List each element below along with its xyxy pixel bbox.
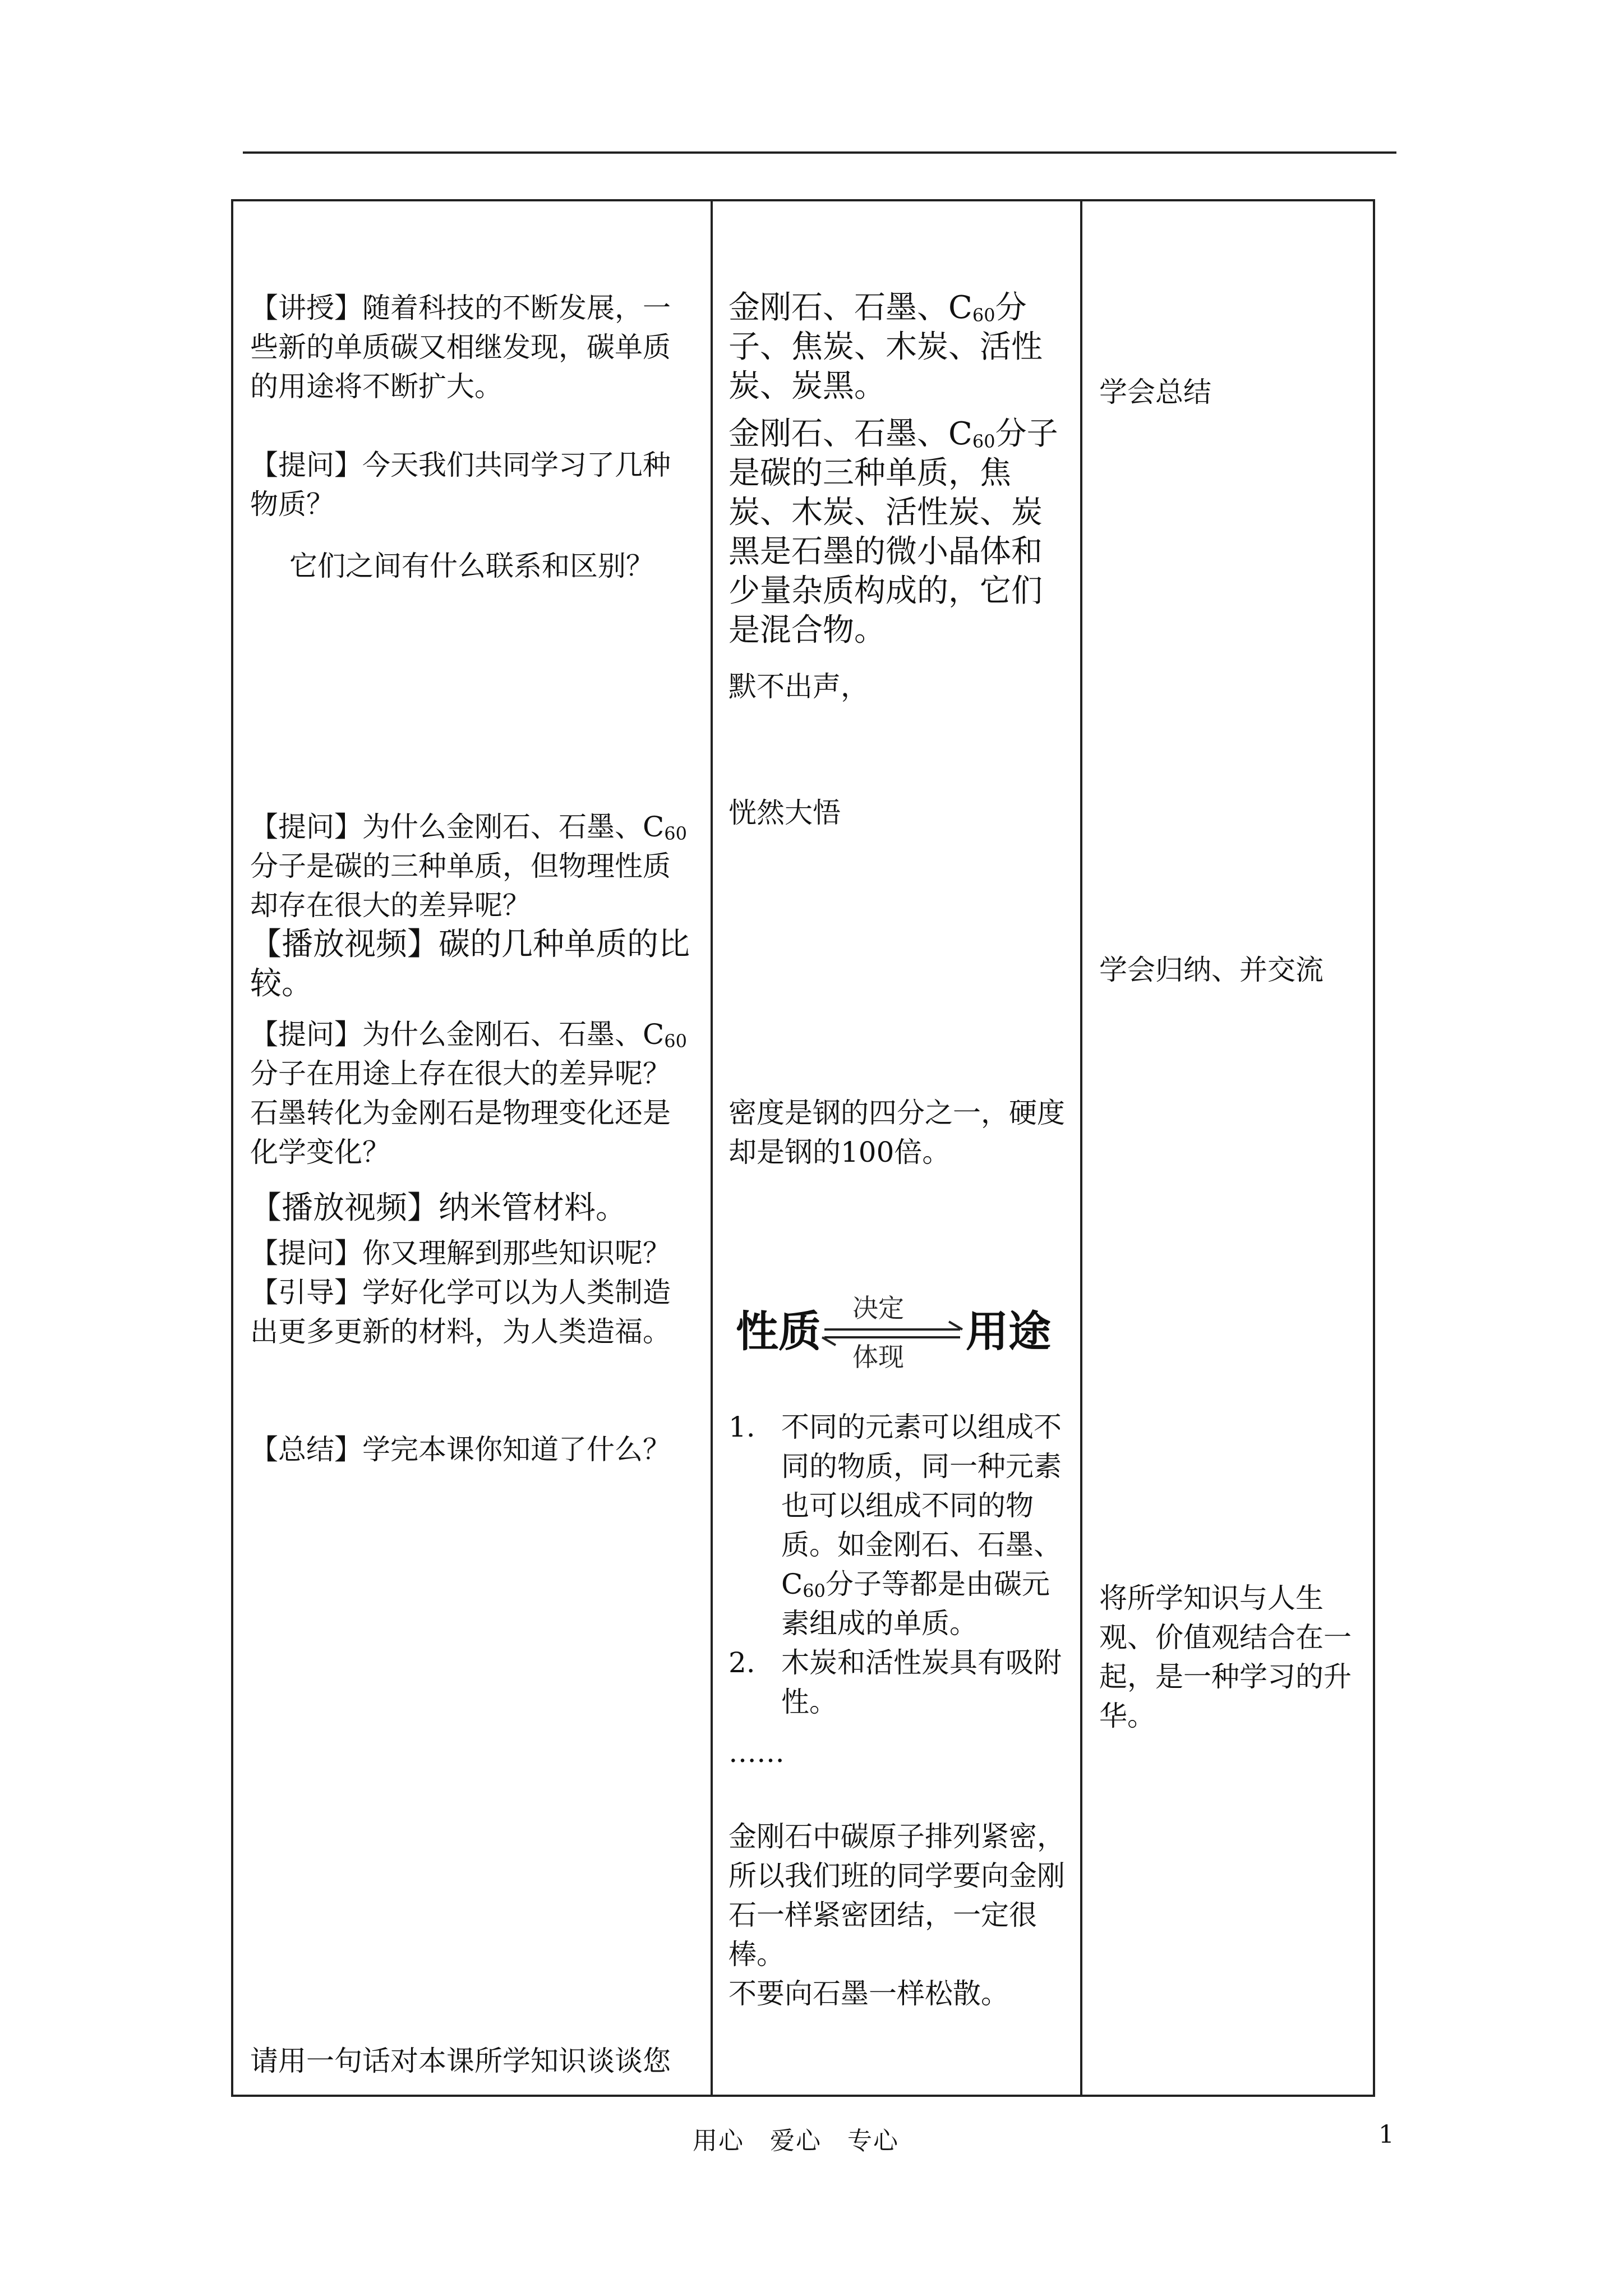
ellipsis: …… xyxy=(728,1736,785,1769)
header-rule xyxy=(243,151,1396,154)
formula-top: 决定 xyxy=(852,1293,904,1323)
arrow-head xyxy=(949,1322,962,1329)
answer-paragraph: 默不出声， xyxy=(728,670,869,703)
question-paragraph: 【提问】今天我们共同学习了几种物质？ xyxy=(250,449,671,521)
lesson-table xyxy=(231,199,1375,2097)
formula-right: 用途 xyxy=(966,1306,1051,1356)
question-paragraph: 【提问】为什么金刚石、石墨、$C_{60}$分子是碳的三种单质，但物理性质却存在很大的差异呢？ xyxy=(250,811,687,922)
property-use-formula xyxy=(736,1285,1061,1369)
video-paragraph: 【播放视频】纳米管材料。 xyxy=(250,1190,627,1226)
reflection-paragraph: 请用一句话对本课所学知识谈谈您 xyxy=(250,2045,671,2077)
page-number: 1 xyxy=(1378,2120,1394,2149)
answer-paragraph: 恍然大悟 xyxy=(728,797,841,829)
lecture-paragraph: 【讲授】随着科技的不断发展，一些新的单质碳又相继发现，碳单质的用途将不断扩大。 xyxy=(250,292,671,403)
answer-paragraph: 金刚石、石墨、$C_{60}$分子是碳的三种单质，焦炭、木炭、活性炭、炭黑是石墨的微小晶体和少量杂质构成的，它们是混合物。 xyxy=(728,416,1058,648)
formula-bottom: 体现 xyxy=(852,1342,904,1369)
answer-paragraph: 密度是钢的四分之一，硬度却是钢的100倍。 xyxy=(728,1097,1065,1168)
intent-paragraph: 学会归纳、并交流 xyxy=(1099,954,1324,986)
video-paragraph: 【播放视频】碳的几种单质的比较。 xyxy=(250,926,690,1002)
intent-paragraph: 将所学知识与人生观、价值观结合在一起，是一种学习的升华。 xyxy=(1099,1582,1352,1732)
question-paragraph: 【提问】你又理解到那些知识呢？ xyxy=(250,1237,671,1269)
list-item: 2. 木炭和活性炭具有吸附性。 xyxy=(728,1646,1062,1718)
answer-paragraph: 金刚石中碳原子排列紧密，所以我们班的同学要向金刚石一样紧密团结，一定很棒。 xyxy=(728,1820,1065,1971)
teacher-activity-column xyxy=(233,201,711,2095)
list-item: 1. 不同的元素可以组成不同的物质，同一种元素也可以组成不同的物质。如金刚石、石墨、$C_{60}$分子等都是由碳元素组成的单质。 xyxy=(728,1411,1062,1640)
design-intent-column xyxy=(1082,201,1374,2095)
footer-motto: 用心 爱心 专心 xyxy=(693,2127,899,2155)
answer-paragraph: 不要向石墨一样松散。 xyxy=(728,1977,1009,2010)
intent-paragraph: 学会总结 xyxy=(1099,376,1211,408)
summary-list xyxy=(728,1407,1069,1722)
question-followup: 它们之间有什么联系和区别？ xyxy=(289,550,654,582)
answer-paragraph: 金刚石、石墨、$C_{60}$分子、焦炭、木炭、活性炭、炭黑。 xyxy=(728,289,1043,404)
arrow-head xyxy=(822,1337,836,1345)
guidance-paragraph: 【引导】学好化学可以为人类制造出更多更新的材料，为人类造福。 xyxy=(250,1276,671,1348)
question-paragraph: 【提问】为什么金刚石、石墨、$C_{60}$分子在用途上存在很大的差异呢？石墨转化为金刚石是物理变化还是化学变化？ xyxy=(250,1018,687,1168)
student-activity-column xyxy=(713,201,1080,2095)
summary-paragraph: 【总结】学完本课你知道了什么？ xyxy=(250,1433,671,1466)
formula-left: 性质 xyxy=(736,1306,821,1356)
